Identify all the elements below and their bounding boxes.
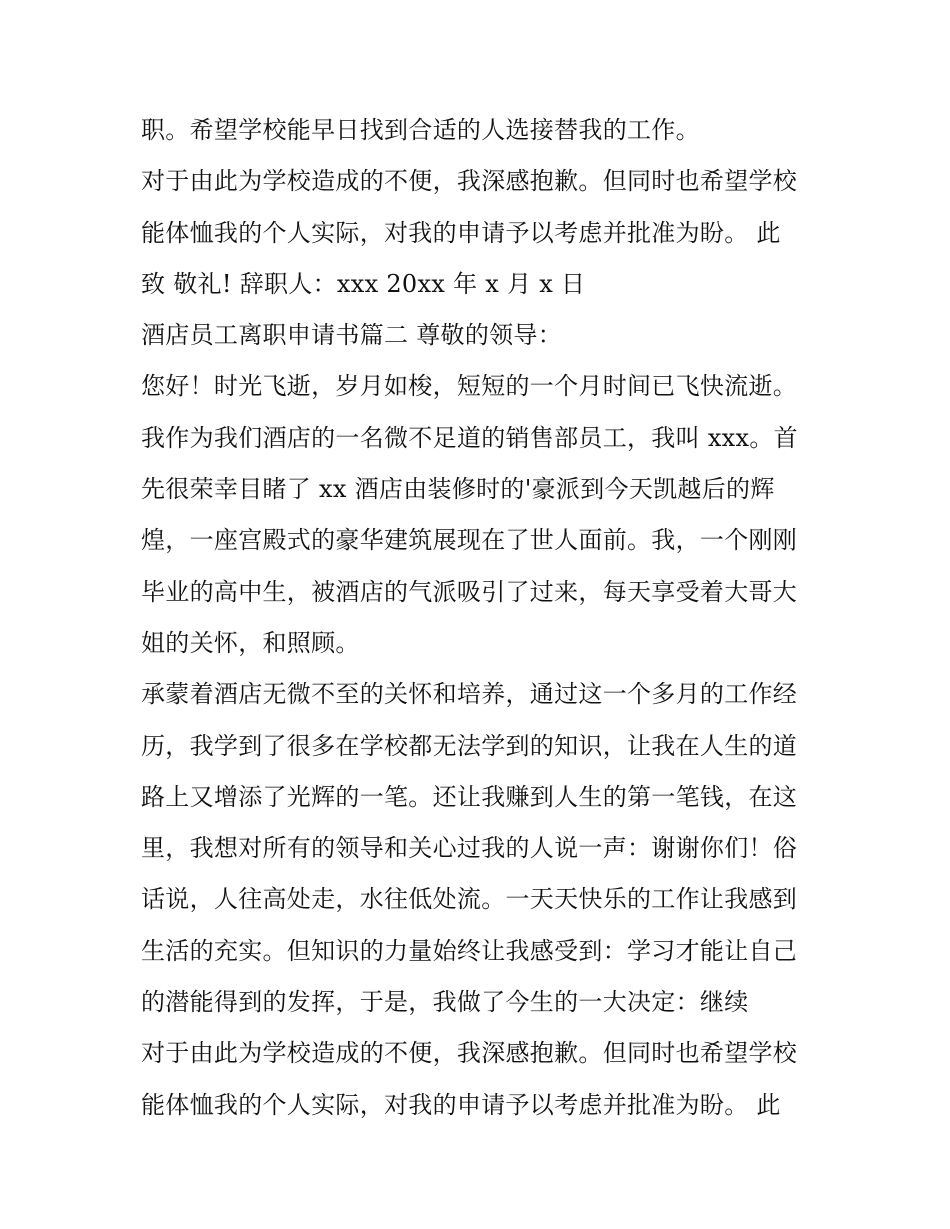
section-heading-line: 酒店员工离职申请书篇二 尊敬的领导：	[141, 321, 563, 350]
text-line: 我作为我们酒店的一名微不足道的销售部员工，我叫 xxx。首	[141, 423, 798, 452]
text-line: 能体恤我的个人实际，对我的申请予以考虑并批准为盼。 此	[141, 1090, 781, 1119]
text-line: 话说，人往高处走，水往低处流。一天天快乐的工作让我感到	[141, 885, 798, 914]
text-line: 煌，一座宫殿式的豪华建筑展现在了世人面前。我，一个刚刚	[141, 526, 798, 555]
text-line: 您好！时光飞逝，岁月如梭，短短的一个月时间已飞快流逝。	[141, 372, 798, 401]
text-line: 致 敬礼! 辞职人：xxx 20xx 年 x 月 x 日	[141, 269, 586, 298]
text-line: 能体恤我的个人实际，对我的申请予以考虑并批准为盼。 此	[141, 218, 781, 247]
text-line: 路上又增添了光辉的一笔。还让我赚到人生的第一笔钱，在这	[141, 782, 798, 811]
text-line: 生活的充实。但知识的力量始终让我感受到：学习才能让自己	[141, 936, 798, 965]
text-line: 历，我学到了很多在学校都无法学到的知识，让我在人生的道	[141, 731, 798, 760]
text-line: 姐的关怀，和照顾。	[141, 628, 360, 657]
text-line: 承蒙着酒店无微不至的关怀和培养，通过这一个多月的工作经	[141, 680, 798, 709]
text-line: 的潜能得到的发挥，于是，我做了今生的一大决定：继续	[141, 988, 749, 1017]
text-line: 里，我想对所有的领导和关心过我的人说一声：谢谢你们！俗	[141, 834, 798, 863]
text-line: 对于由此为学校造成的不便，我深感抱歉。但同时也希望学校	[141, 167, 798, 196]
text-line: 毕业的高中生，被酒店的气派吸引了过来，每天享受着大哥大	[141, 577, 798, 606]
text-line: 职。希望学校能早日找到合适的人选接替我的工作。	[141, 116, 700, 144]
text-line: 先很荣幸目睹了 xx 酒店由装修时的'豪派到今天凯越后的辉	[141, 475, 775, 504]
body-text	[141, 108, 821, 1134]
text-line: 对于由此为学校造成的不便，我深感抱歉。但同时也希望学校	[141, 1039, 798, 1068]
